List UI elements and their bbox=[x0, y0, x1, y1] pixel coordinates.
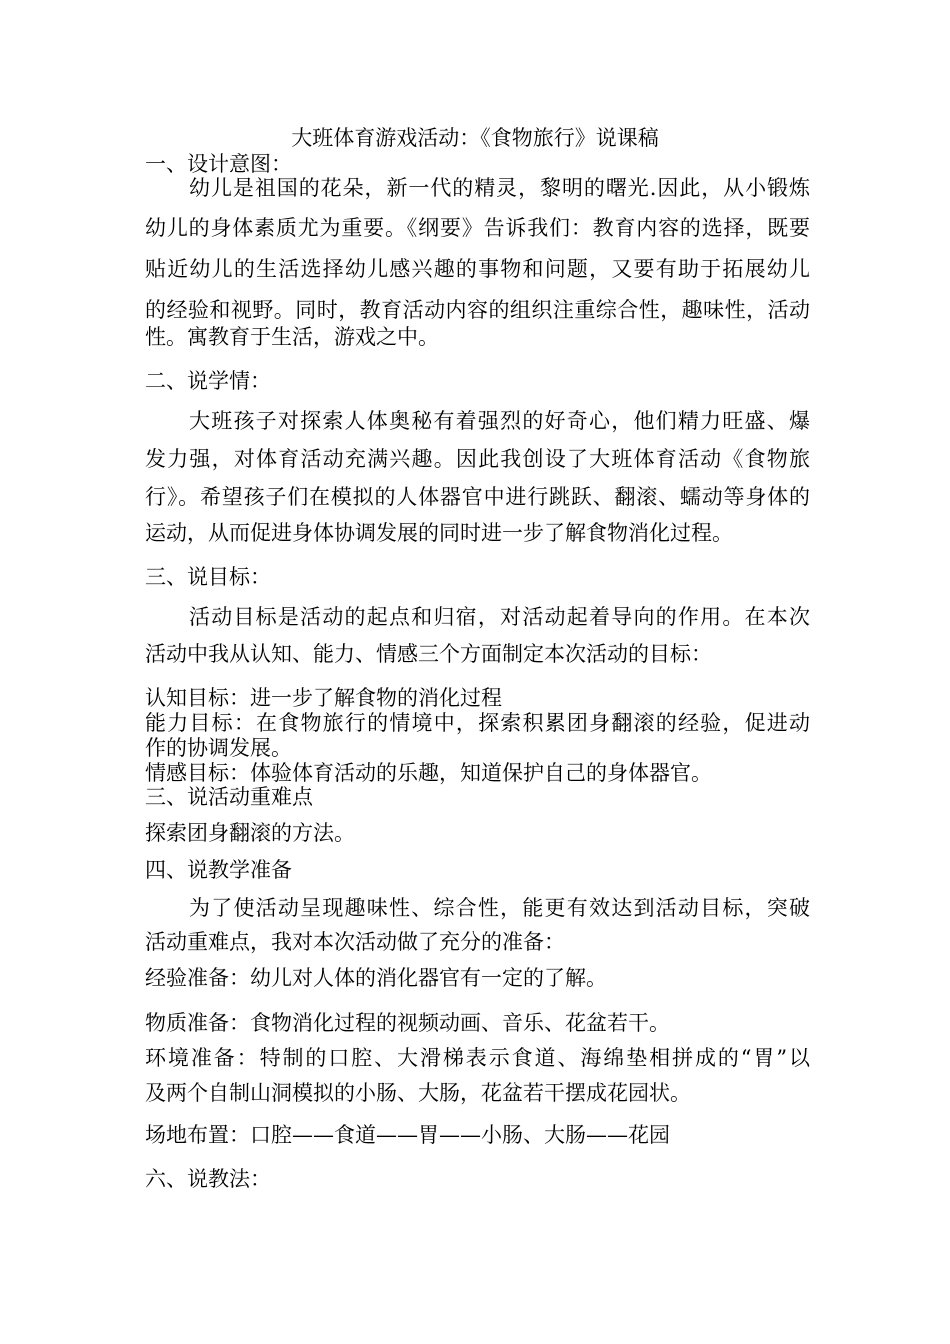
prep-venue-layout: 场地布置：口腔——食道——胃——小肠、大肠——花园 bbox=[145, 1123, 670, 1147]
paragraph-line: 幼儿是祖国的花朵，新一代的精灵，黎明的曙光.因此，从小锻炼 bbox=[189, 176, 810, 200]
paragraph-line: 发力强，对体育活动充满兴趣。因此我创设了大班体育活动《食物旅 bbox=[145, 447, 810, 471]
document-title: 大班体育游戏活动：《食物旅行》说课稿 bbox=[291, 126, 659, 150]
prep-materials: 物质准备：食物消化过程的视频动画、音乐、花盆若干。 bbox=[145, 1011, 670, 1035]
paragraph-line: 运动，从而促进身体协调发展的同时进一步了解食物消化过程。 bbox=[145, 521, 733, 545]
section-heading-preparation: 四、说教学准备 bbox=[145, 858, 292, 882]
paragraph-line: 活动目标是活动的起点和归宿，对活动起着导向的作用。在本次 bbox=[189, 605, 810, 629]
prep-environment-continued: 及两个自制山洞模拟的小肠、大肠，花盆若干摆成花园状。 bbox=[145, 1081, 691, 1105]
section-heading-teaching-methods: 六、说教法： bbox=[145, 1167, 271, 1191]
section-heading-goals: 三、说目标： bbox=[145, 565, 271, 589]
prep-experience: 经验准备：幼儿对人体的消化器官有一定的了解。 bbox=[145, 966, 607, 990]
section-heading-key-points: 三、说活动重难点 bbox=[145, 785, 313, 809]
paragraph-line: 性。寓教育于生活，游戏之中。 bbox=[145, 325, 439, 349]
goal-emotional: 情感目标：体验体育活动的乐趣，知道保护自己的身体器官。 bbox=[145, 761, 712, 785]
section-heading-learner-analysis: 二、说学情： bbox=[145, 369, 271, 393]
paragraph-line: 活动中我从认知、能力、情感三个方面制定本次活动的目标： bbox=[145, 642, 712, 666]
goal-cognitive: 认知目标：进一步了解食物的消化过程 bbox=[145, 686, 502, 710]
paragraph-line: 行》。希望孩子们在模拟的人体器官中进行跳跃、翻滚、蠕动等身体的 bbox=[145, 485, 810, 509]
paragraph-line: 幼儿的身体素质尤为重要。《纲要》告诉我们：教育内容的选择，既要 bbox=[145, 216, 810, 240]
paragraph-line: 大班孩子对探索人体奥秘有着强烈的好奇心，他们精力旺盛、爆 bbox=[189, 409, 810, 433]
paragraph-line: 活动重难点，我对本次活动做了充分的准备： bbox=[145, 930, 565, 954]
paragraph-line: 的经验和视野。同时，教育活动内容的组织注重综合性，趣味性，活动 bbox=[145, 298, 810, 322]
key-point-text: 探索团身翻滚的方法。 bbox=[145, 821, 355, 845]
goal-ability: 能力目标：在食物旅行的情境中，探索积累团身翻滚的经验，促进动 bbox=[145, 711, 810, 735]
prep-environment: 环境准备：特制的口腔、大滑梯表示食道、海绵垫相拼成的“胃”以 bbox=[145, 1046, 810, 1070]
paragraph-line: 为了使活动呈现趣味性、综合性，能更有效达到活动目标，突破 bbox=[189, 896, 810, 920]
paragraph-line: 贴近幼儿的生活选择幼儿感兴趣的事物和问题，又要有助于拓展幼儿 bbox=[145, 257, 810, 281]
section-heading-design-intent: 一、设计意图： bbox=[145, 152, 292, 176]
goal-ability-continued: 作的协调发展。 bbox=[145, 736, 292, 760]
